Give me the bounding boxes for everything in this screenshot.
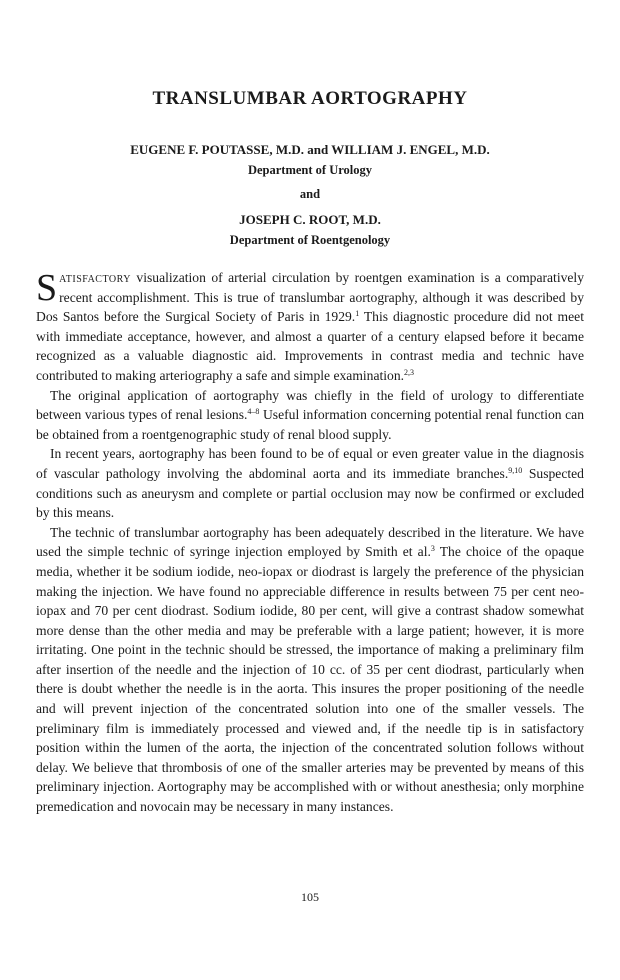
reference-superscript: 4–8 — [247, 407, 260, 417]
p3-text-b: Suspected conditions such as aneurysm and complete or partial occlusion may now be confirmed or excluded by this means. — [36, 465, 584, 521]
p2-text-a: The original application of aortography was chiefly in the field of urology to differentiate between various types of renal lesions. — [36, 387, 584, 423]
authors-line: EUGENE F. POUTASSE, M.D. and WILLIAM J. ENGEL, M.D. — [130, 142, 490, 157]
p1-text-a: visualization of arterial circulation by roentgen examination is a comparatively recent accomplishment. This is true of translumbar aortography, although it was described by Dos Santos before the Surgical Society of Paris in 1929. — [36, 270, 584, 325]
opening-smallcaps: atisfactory — [59, 270, 131, 285]
reference-superscript: 9,10 — [508, 465, 523, 475]
p4-text-b: The choice of the opaque media, whether it be sodium iodide, neo-iopax or diodrast is largely the preference of the physician making the injection. We have found no appreciable difference in results between 75 per cent neo-iopax and 70 per cent diodrast. Sodium iodide, 80 per cent, will give a contrast shadow somewhat more dense than the other media and may be preferable with a large patient; however, it is more irritating. One point in the technic should be stressed, the importance of making a preliminary film after insertion of the needle and the injection of 10 cc. of 35 per cent diodrast, particularly when there is doubt whether the needle is in the aorta. This insures the proper positioning of the needle and will prevent injection of the concentrated solution into one of the smaller vessels. The preliminary film is immediately processed and viewed and, if the needle tip is in satisfactory position within the lumen of the aorta, the injection of the concentrated solution follows without delay. We believe that thrombosis of one of the smaller arteries may be prevented by means of this preliminary injection. Aortography may be accomplished with or without anesthesia; only morphine premedication and novocain may be necessary in many instances. — [36, 544, 585, 815]
author-block — [0, 140, 620, 250]
p3-text-a: In recent years, aortography has been found to be of equal or even greater value in the diagnosis of vascular pathology involving the abdominal aorta and its immediate branches. — [36, 446, 584, 481]
p1-text-b: This diagnostic procedure did not meet with immediate acceptance, however, and almost a quarter of a century elapsed before it became recognized as a valuable diagnostic aid. Improvements in contrast media and technic have contributed to making arteriography a safe and simple examination. — [36, 309, 584, 383]
department-roentgenology: Department of Roentgenology — [229, 233, 391, 247]
reference-superscript: 1 — [355, 309, 360, 319]
department-urology: Department of Urology — [247, 163, 373, 177]
article-body — [36, 268, 584, 817]
reference-superscript: 2,3 — [404, 367, 415, 377]
p2-text-b: Useful information concerning potential renal function can be obtained from a roentgenographic study of renal blood supply. — [36, 407, 584, 442]
and-conjunction: and — [299, 187, 321, 201]
article-title: TRANSLUMBAR AORTOGRAPHY — [152, 88, 468, 109]
author-root: JOSEPH C. ROOT, M.D. — [239, 212, 381, 227]
paragraph-4 — [36, 523, 584, 817]
drop-cap: S — [36, 267, 58, 309]
p4-text-a: The technic of translumbar aortography has been adequately described in the literature. We have used the simple technic of syringe injection employed by Smith et al. — [36, 524, 584, 560]
paragraph-2 — [36, 386, 584, 445]
reference-superscript: 3 — [430, 544, 435, 554]
paragraph-3 — [36, 444, 584, 522]
page-number: 105 — [301, 890, 319, 904]
paragraph-1 — [36, 268, 584, 386]
